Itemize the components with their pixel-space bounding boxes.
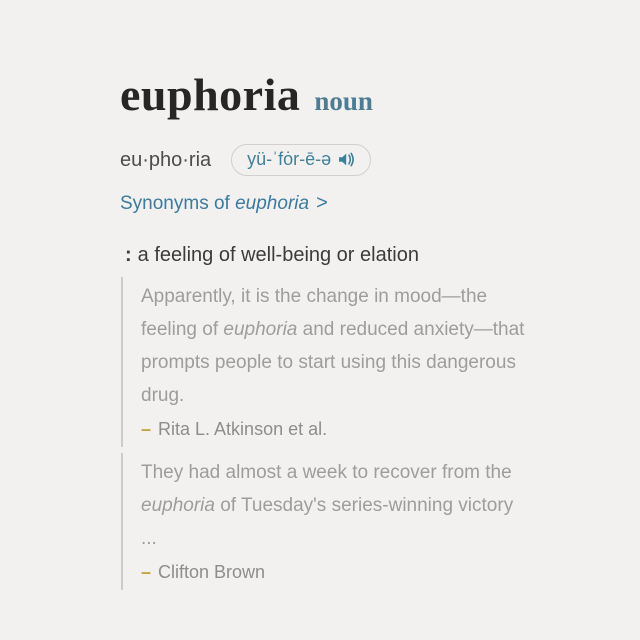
example-quote [121,453,530,590]
quote-attribution [141,558,530,586]
attribution-dash: – [141,419,152,439]
quote-attribution [141,415,530,443]
synonyms-link[interactable] [120,192,328,215]
headword: euphoria [120,69,301,120]
part-of-speech: noun [314,86,373,116]
speaker-icon [338,152,355,167]
quote-text: They had almost a week to recover from the euphoria of Tuesday's series-winning victory ... [141,462,514,549]
synonyms-prefix: Synonyms of [120,192,230,214]
definition-text: a feeling of well-being or elation [137,244,419,266]
pronunciation: yü-ˈfȯr-ē-ə [247,149,332,169]
headword-row [120,69,530,120]
attribution-name: Rita L. Atkinson et al. [158,419,328,439]
chevron-right-icon: > [316,192,328,214]
syllables: eu·pho·ria [120,148,212,171]
pronunciation-audio-button[interactable] [231,144,371,176]
definition [120,241,530,269]
synonyms-word: euphoria [235,192,310,214]
attribution-dash: – [141,562,152,582]
definition-colon: : [125,244,132,266]
pronunciation-row [120,144,530,176]
attribution-name: Clifton Brown [158,562,266,582]
quote-text: Apparently, it is the change in mood—the feeling of euphoria and reduced anxiety—that prompts people to start using this dangerous drug. [141,286,525,406]
example-quote [121,277,530,447]
